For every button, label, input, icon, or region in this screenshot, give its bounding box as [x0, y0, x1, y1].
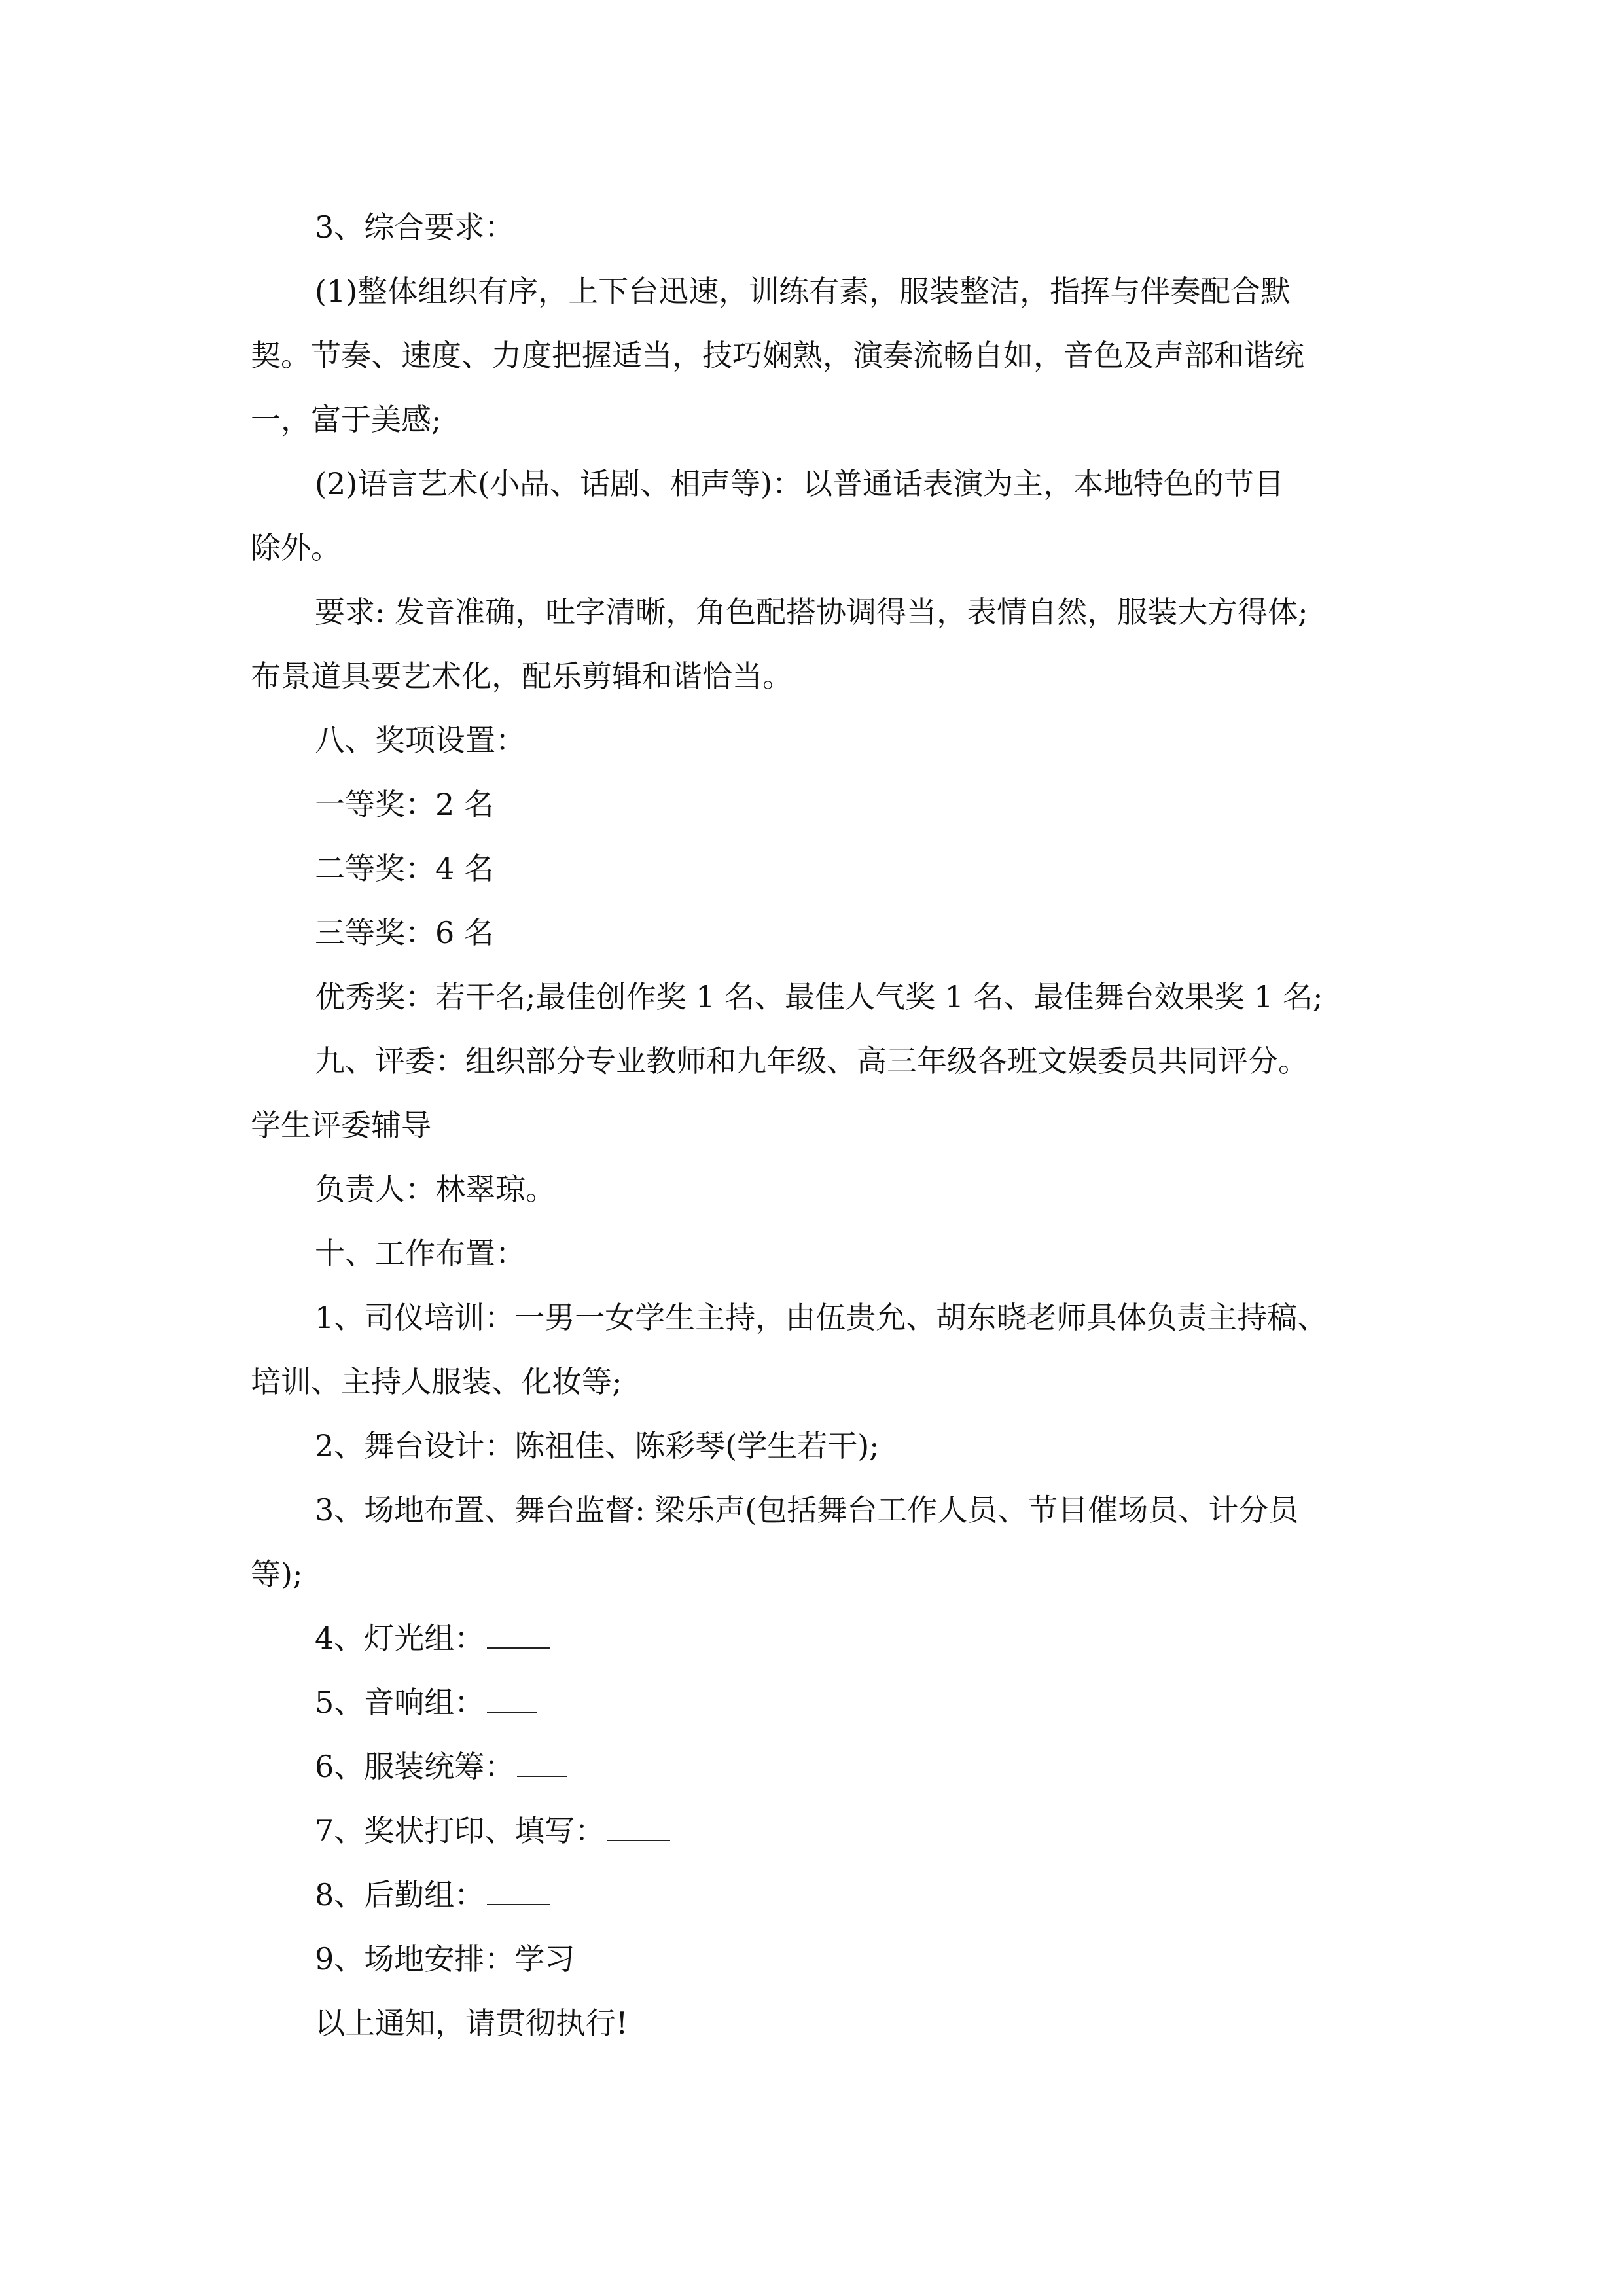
award-second-prize: 二等奖：4 名: [315, 851, 494, 886]
fill-in-blank: [487, 1878, 550, 1905]
task-item: 4、灯光组：: [251, 1606, 1389, 1670]
task-item: 8、后勤组：: [251, 1863, 1389, 1927]
task-item: 1、司仪培训：一男一女学生主持，由伍贵允、胡东晓老师具体负责主持稿、: [315, 1300, 1328, 1335]
paragraph-line: 培训、主持人服装、化妆等;: [251, 1364, 622, 1399]
paragraph-line: 学生评委辅导: [251, 1107, 431, 1143]
fill-in-blank: [487, 1621, 550, 1649]
paragraph-line: 一，富于美感;: [251, 402, 442, 437]
award-excellence: 优秀奖：若干名;最佳创作奖 1 名、最佳人气奖 1 名、最佳舞台效果奖 1 名;: [315, 979, 1323, 1014]
paragraph-line: 等);: [251, 1556, 303, 1592]
fill-in-blank: [607, 1814, 670, 1841]
section-9-heading: 九、评委：组织部分专业教师和九年级、高三年级各班文娱委员共同评分。: [315, 1043, 1308, 1079]
paragraph-line: 要求: 发音准确，吐字清晰，角色配搭协调得当，表情自然，服装大方得体;: [315, 594, 1308, 630]
paragraph-line: (1)整体组织有序，上下台迅速，训练有素，服装整洁，指挥与伴奏配合默: [315, 274, 1291, 309]
closing-line: 以上通知，请贯彻执行!: [315, 2005, 628, 2041]
section-8-heading: 八、奖项设置：: [315, 723, 526, 758]
paragraph-line: (2)语言艺术(小品、话剧、相声等)：以普通话表演为主，本地特色的节目: [315, 466, 1285, 501]
task-item: 6、服装统筹：: [251, 1734, 1389, 1799]
award-third-prize: 三等奖：6 名: [315, 915, 494, 950]
paragraph-line: 除外。: [251, 530, 341, 565]
document-body: [251, 195, 1389, 2055]
section-10-heading: 十、工作布置：: [315, 1236, 526, 1271]
task-item: 9、场地安排：学习: [315, 1941, 575, 1977]
task-item: 5、音响组：: [251, 1670, 1389, 1734]
task-item: 3、场地布置、舞台监督: 梁乐声(包括舞台工作人员、节目催场员、计分员: [315, 1492, 1299, 1528]
fill-in-blank: [517, 1749, 567, 1777]
task-item: 2、舞台设计：陈祖佳、陈彩琴(学生若干);: [315, 1428, 880, 1463]
paragraph-line: 布景道具要艺术化，配乐剪辑和谐恰当。: [251, 658, 793, 694]
paragraph-line: 契。节奏、速度、力度把握适当，技巧娴熟，演奏流畅自如，音色及声部和谐统: [251, 338, 1304, 373]
section-3-heading: 3、综合要求：: [315, 209, 515, 245]
task-item: 7、奖状打印、填写：: [251, 1799, 1389, 1863]
paragraph-line: 负责人：林翠琼。: [315, 1172, 556, 1207]
fill-in-blank: [487, 1685, 537, 1713]
award-first-prize: 一等奖：2 名: [315, 787, 494, 822]
